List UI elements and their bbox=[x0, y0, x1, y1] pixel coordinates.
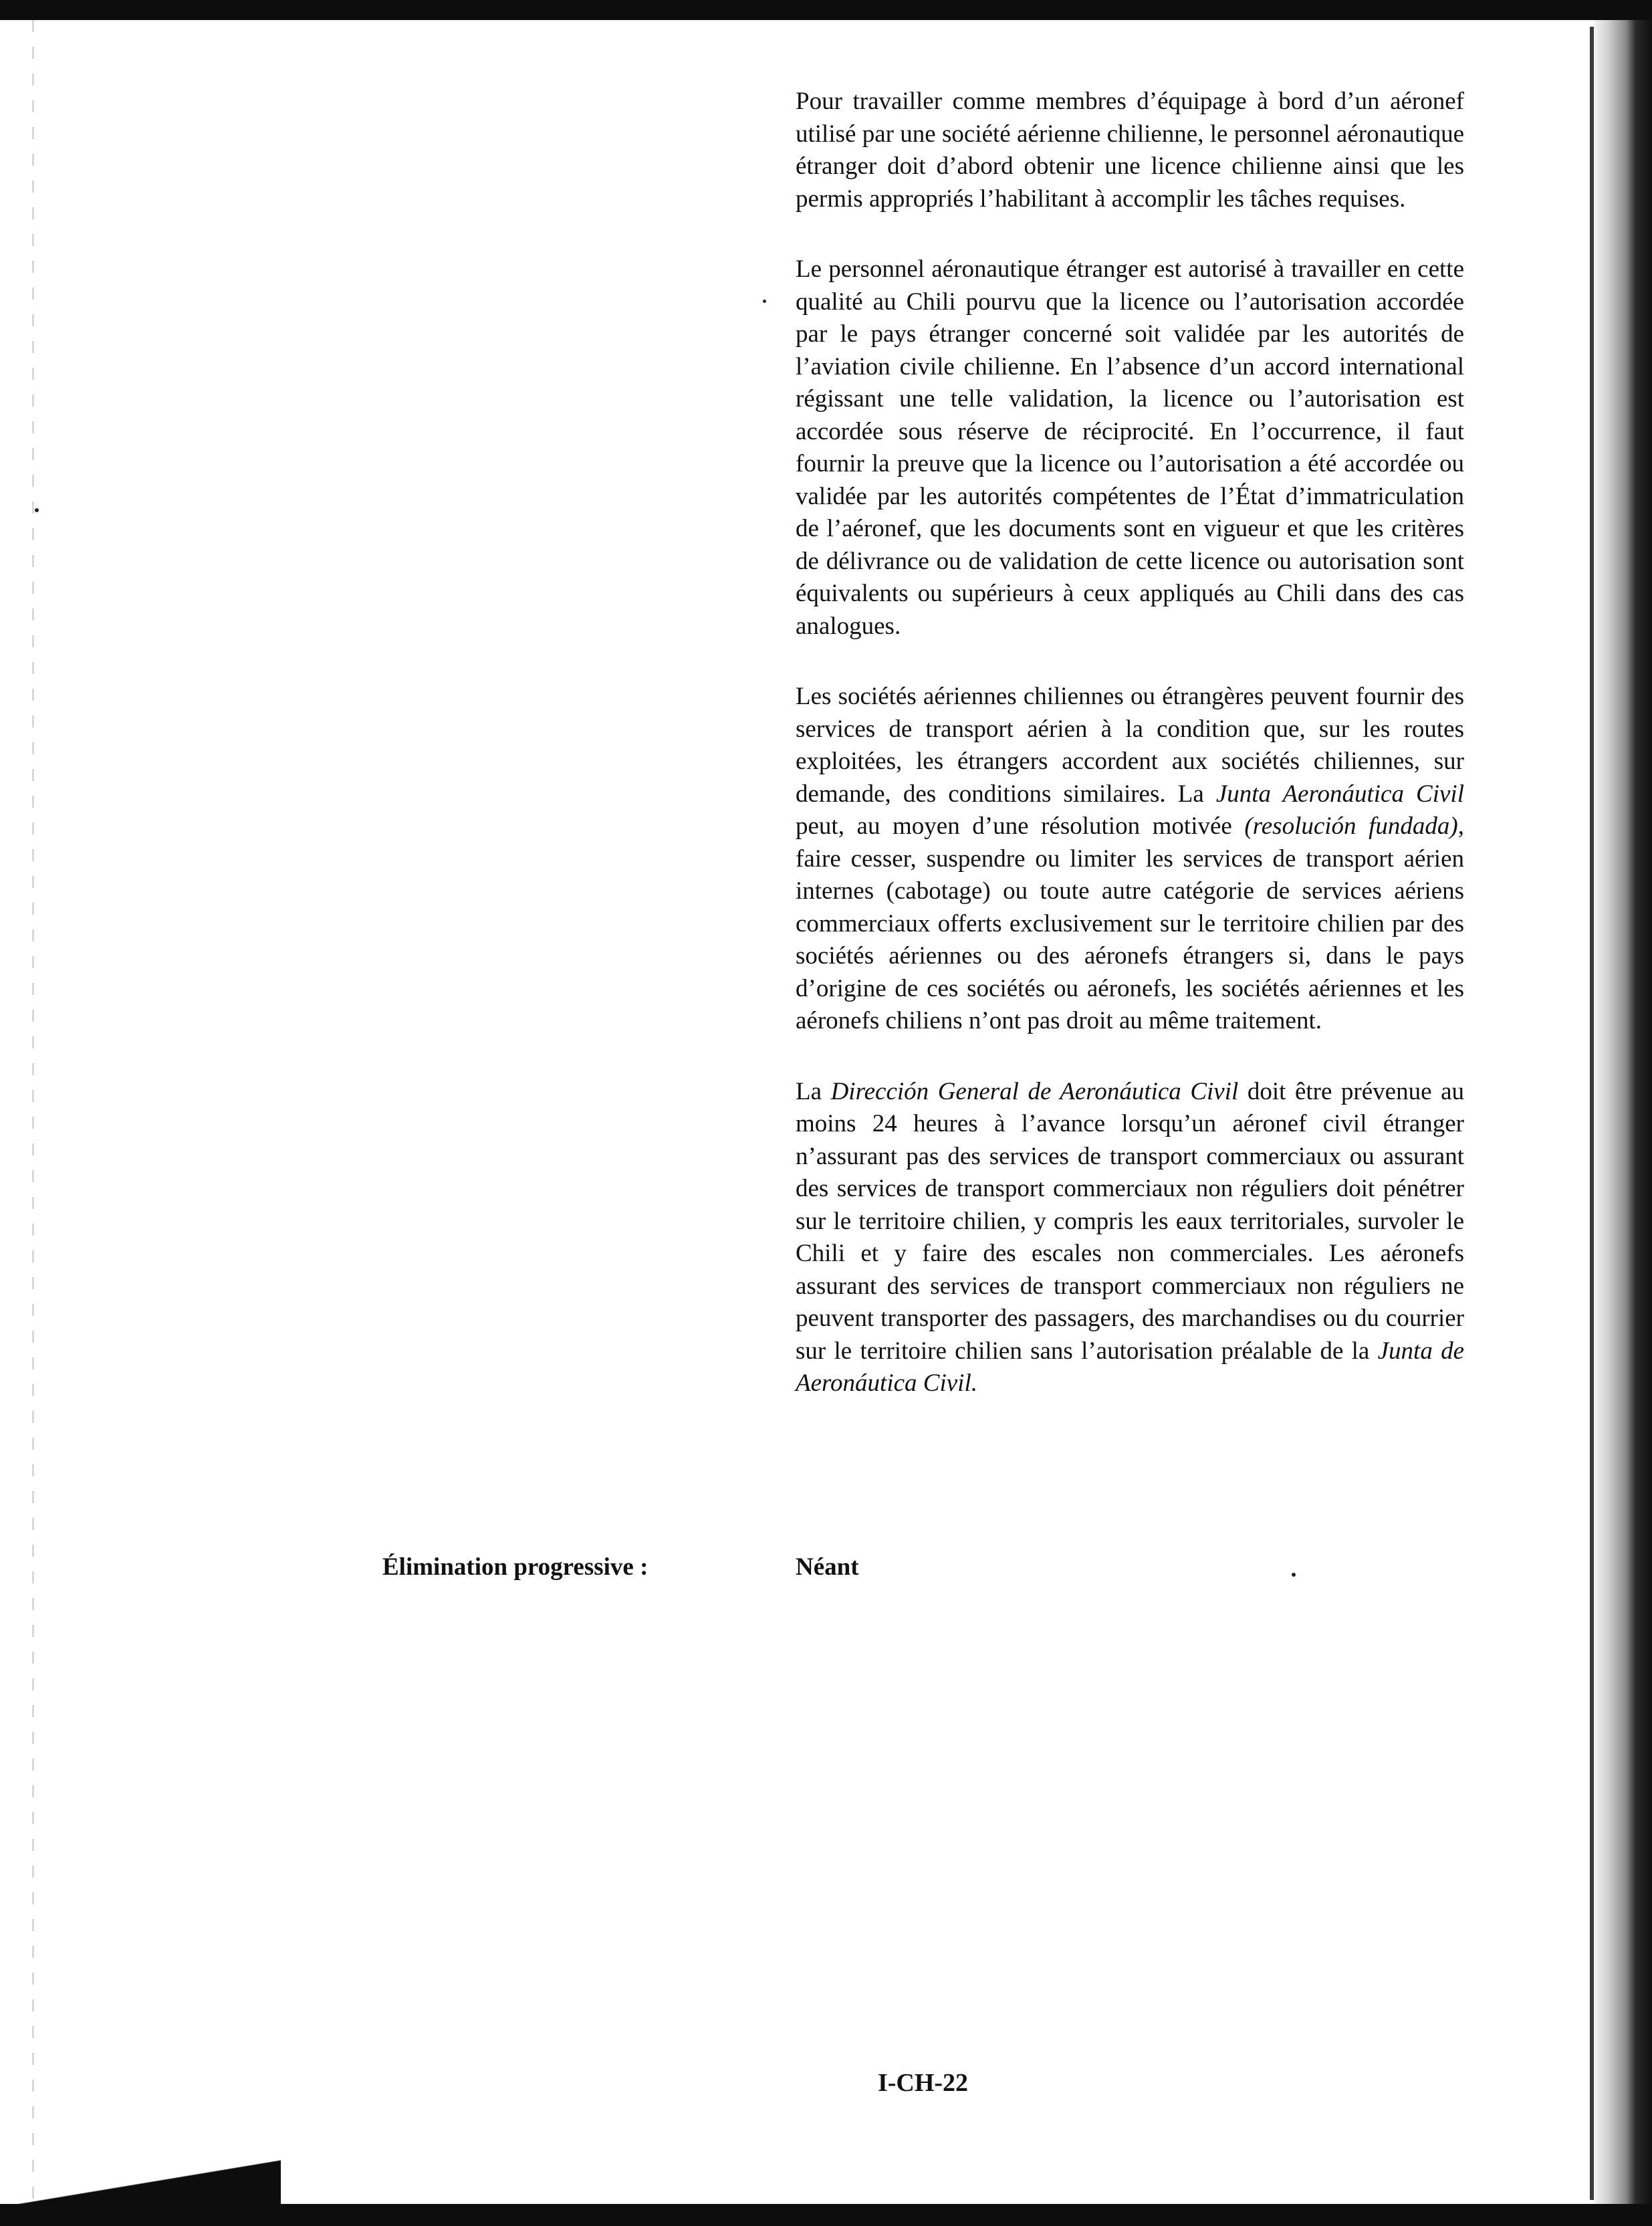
document-body bbox=[796, 86, 1464, 1438]
paragraph-crew-licence: Pour travailler comme membres d’équipage à bord d’un aéronef utilisé par une société aérienne chilienne, le personnel aéronautique étranger doit d’abord obtenir une licence chilienne ainsi que les permis appropriés l’habilitant à accomplir les tâches requises. bbox=[796, 88, 1464, 213]
para4-text-1: La bbox=[796, 1077, 831, 1105]
page-number: I-CH-22 bbox=[877, 2069, 969, 2097]
scan-bottom-border bbox=[0, 2204, 1652, 2226]
elimination-row bbox=[382, 1551, 1465, 1591]
scan-right-line bbox=[1590, 27, 1594, 2200]
paragraph-advance-notice bbox=[796, 1076, 1464, 1400]
para4-italic-junta: Junta de Aeronáutica Civil. bbox=[796, 1337, 1465, 1397]
elimination-value: Néant bbox=[796, 1553, 859, 1581]
elimination-label: Élimination progressive : bbox=[382, 1553, 648, 1581]
scan-left-margin bbox=[32, 20, 34, 2200]
page-number-footer bbox=[0, 2068, 1652, 2098]
para3-italic-resolucion: (resolución fundada) bbox=[1244, 812, 1458, 840]
para3-text-1: Les sociétés aériennes chiliennes ou étrangères peuvent fournir des services de transport aérien à la condition que, sur les routes exploitées, les étrangers accordent aux sociétés chiliennes, sur demande, des conditions similaires. La bbox=[796, 683, 1464, 808]
para4-text-2: doit être prévenue au moins 24 heures à l’avance lorsqu’un aéronef civil étranger n’assurant pas des services de transport commerciaux ou assurant des services de transport commerciaux non réguliers doit pénétrer sur le territoire chilien, y compris les eaux territoriales, survoler le Chili et y faire des escales non commerciales. Les aéronefs assurant des services de transport commerciaux non réguliers ne peuvent transporter des passagers, des marchandises ou du courrier sur le territoire chilien sans l’autorisation préalable de la bbox=[796, 1077, 1464, 1365]
paragraph-air-transport-services bbox=[796, 681, 1464, 1038]
para4-italic-direccion: Dirección General de Aeronáutica Civil bbox=[830, 1077, 1239, 1105]
para3-italic-junta: Junta Aeronáutica Civil bbox=[1215, 780, 1464, 808]
paragraph-licence-validation: Le personnel aéronautique étranger est autorisé à travailler en cette qualité au Chili pourvu que la licence ou l’autorisation accordée par le pays étranger concerné soit validée par les autorités de l’aviation civile chilienne. En l’absence d’un accord international régissant une telle validation, la licence ou l’autorisation est accordée sous réserve de réciprocité. En l’occurrence, il faut fournir la preuve que la licence ou l’autorisation a été accordée ou validée par les autorités compétentes de l’État d’immatriculation de l’aéronef, que les documents sont en vigueur et que les critères de délivrance ou de validation de cette licence ou autorisation sont équivalents ou supérieurs à ceux appliqués au Chili dans des cas analogues. bbox=[796, 255, 1464, 640]
para3-text-2: peut, au moyen d’une résolution motivée bbox=[796, 812, 1245, 840]
para3-text-3: , faire cesser, suspendre ou limiter les services de transport aérien internes (cabotage) ou toute autre catégorie de services aériens commerciaux offerts exclusivement sur le territoire chilien par des sociétés aériennes ou des aéronefs étrangers si, dans le pays d’origine de ces sociétés ou aéronefs, les sociétés aériennes et les aéronefs chiliens n’ont pas droit au même traitement. bbox=[796, 812, 1464, 1034]
scan-speck bbox=[763, 300, 766, 303]
scan-speck bbox=[35, 508, 39, 512]
scan-bottom-shadow bbox=[0, 2160, 281, 2207]
scan-top-border bbox=[0, 0, 1652, 20]
scan-right-edge bbox=[1594, 20, 1652, 2204]
